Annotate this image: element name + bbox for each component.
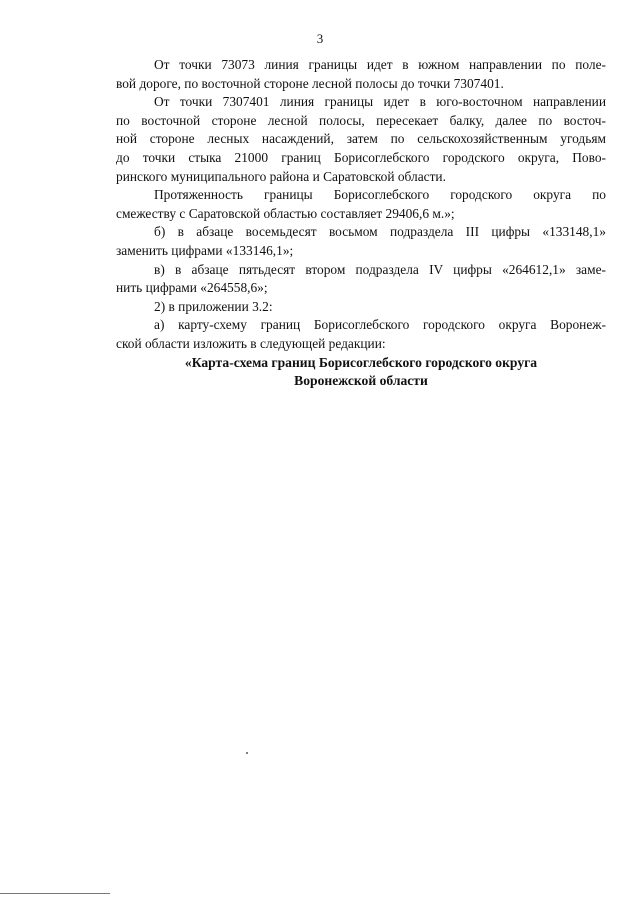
text-line: а) карту-схему границ Борисоглебского городского округа Воронеж- (154, 317, 606, 333)
text-line: ной стороне лесных насаждений, затем по сельскохозяйственным угодьям (116, 131, 606, 147)
bottom-rule (0, 893, 110, 894)
text-line: по восточной стороне лесной полосы, пересекает балку, далее по восточ- (116, 112, 606, 128)
text-line: Протяженность границы Борисоглебского городского округа по (154, 187, 606, 203)
scan-speck (246, 752, 248, 754)
text-line: заменить цифрами «133146,1»; (116, 242, 294, 258)
paragraph-7 (116, 316, 606, 353)
text-line: ринского муниципального района и Саратовской области. (116, 168, 446, 184)
map-heading (116, 354, 606, 391)
page-number: 3 (316, 31, 324, 46)
map-heading-line-1: «Карта-схема границ Борисоглебского городского округа (184, 354, 538, 370)
text-line: От точки 7307401 линия границы идет в юго-восточном направлении (154, 94, 606, 110)
text-line: в) в абзаце пятьдесят втором подраздела IV цифры «264612,1» заме- (154, 261, 606, 277)
text-line: 2) в приложении 3.2: (154, 298, 273, 314)
paragraph-1 (116, 56, 606, 93)
text-line: б) в абзаце восемьдесят восьмом подраздела III цифры «133148,1» (154, 224, 606, 240)
paragraph-6 (116, 298, 606, 317)
paragraph-3 (116, 186, 606, 223)
text-line: вой дороге, по восточной стороне лесной полосы до точки 7307401. (116, 75, 504, 91)
text-line: нить цифрами «264558,6»; (116, 280, 268, 296)
text-line: смежеству с Саратовской областью составляет 29406,6 м.»; (116, 205, 455, 221)
text-line: От точки 73073 линия границы идет в южном направлении по поле- (154, 57, 606, 72)
paragraph-2 (116, 93, 606, 186)
map-heading-line-2: Воронежской области (294, 373, 428, 389)
text-line: до точки стыка 21000 границ Борисоглебского городского округа, Пово- (116, 149, 606, 165)
paragraph-5 (116, 261, 606, 298)
paragraph-4 (116, 223, 606, 260)
document-body (116, 56, 606, 391)
text-line: ской области изложить в следующей редакции: (116, 335, 386, 351)
